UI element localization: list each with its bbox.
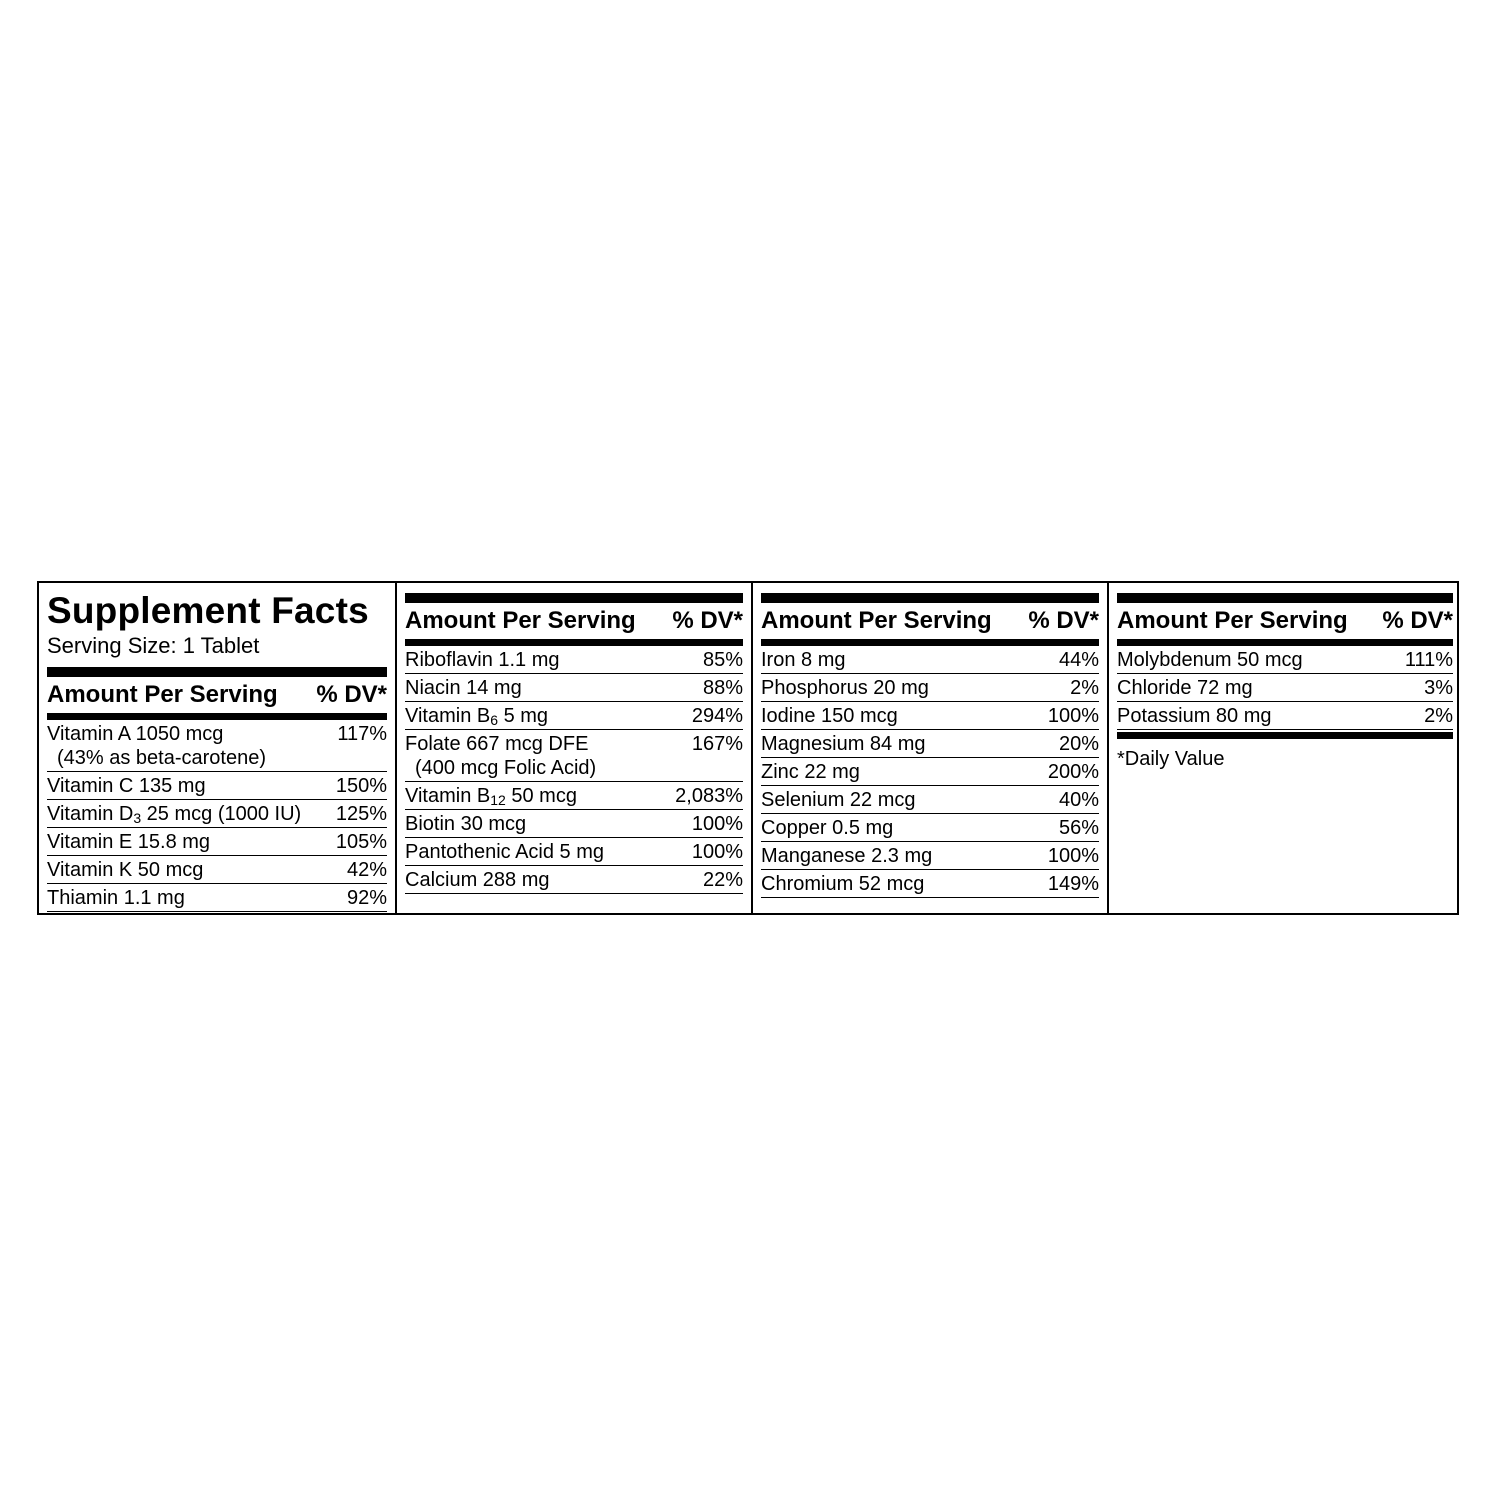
facts-column-1 xyxy=(39,583,395,913)
nutrient-name-subscript: 6 xyxy=(490,712,499,728)
nutrient-name: Riboflavin 1.1 mg xyxy=(405,649,560,671)
nutrient-name-cell xyxy=(47,886,185,910)
nutrient-name-cell xyxy=(761,760,860,784)
nutrient-list xyxy=(47,720,387,912)
nutrient-name: Niacin 14 mg xyxy=(405,677,522,699)
nutrient-name-cell xyxy=(405,840,604,864)
nutrient-name-cell xyxy=(405,676,522,700)
nutrient-name-text: 5 mg xyxy=(498,705,549,727)
nutrient-name: Manganese 2.3 mg xyxy=(761,845,933,867)
nutrient-name: Zinc 22 mg xyxy=(761,761,860,783)
nutrient-name-subscript: 3 xyxy=(133,810,142,826)
column-header xyxy=(761,603,1099,639)
daily-value-percent: 2% xyxy=(1070,677,1099,699)
nutrient-row xyxy=(761,730,1099,758)
column-header xyxy=(405,603,743,639)
nutrient-name: Molybdenum 50 mcg xyxy=(1117,649,1303,671)
nutrient-row xyxy=(1117,674,1453,702)
nutrient-name: Vitamin A 1050 mcg xyxy=(47,723,224,745)
nutrient-row xyxy=(405,730,743,782)
daily-value-percent: 40% xyxy=(1058,789,1099,811)
nutrient-row xyxy=(761,786,1099,814)
daily-value-percent: 167% xyxy=(691,733,743,755)
daily-value-footnote: *Daily Value xyxy=(1117,748,1225,770)
nutrient-name xyxy=(405,704,548,728)
nutrient-name-cell xyxy=(1117,676,1253,700)
nutrient-row xyxy=(1117,646,1453,674)
medium-divider xyxy=(761,639,1099,646)
nutrient-row xyxy=(405,702,743,730)
daily-value-percent: 100% xyxy=(1047,845,1099,867)
nutrient-name: Pantothenic Acid 5 mg xyxy=(405,841,605,863)
nutrient-name-text: Vitamin B xyxy=(405,785,491,807)
daily-value-percent: 294% xyxy=(691,705,743,727)
nutrient-row xyxy=(761,842,1099,870)
daily-value-percent: 85% xyxy=(702,649,743,671)
nutrient-name-cell xyxy=(47,830,210,854)
daily-value-percent: 100% xyxy=(1047,705,1099,727)
nutrient-name-text: Vitamin D xyxy=(47,803,134,825)
nutrient-row xyxy=(47,772,387,800)
nutrient-name-cell xyxy=(761,816,893,840)
nutrient-name: Chromium 52 mcg xyxy=(761,873,925,895)
nutrient-list xyxy=(1117,646,1453,730)
nutrient-name xyxy=(405,784,577,808)
nutrient-row xyxy=(405,674,743,702)
nutrient-name-cell xyxy=(47,858,203,882)
nutrient-name: Folate 667 mcg DFE xyxy=(405,733,589,755)
nutrient-name-cell xyxy=(1117,704,1272,728)
daily-value-percent: 20% xyxy=(1058,733,1099,755)
facts-column-4 xyxy=(1107,583,1461,913)
daily-value-percent: 44% xyxy=(1058,649,1099,671)
header-dv: % DV* xyxy=(316,681,387,708)
nutrient-subnote: (400 mcg Folic Acid) xyxy=(415,757,597,779)
nutrient-row xyxy=(761,758,1099,786)
nutrient-row xyxy=(405,866,743,894)
daily-value-percent: 56% xyxy=(1058,817,1099,839)
daily-value-percent: 2,083% xyxy=(675,785,743,807)
nutrient-list xyxy=(405,646,743,894)
nutrient-name-cell xyxy=(47,802,301,826)
medium-divider xyxy=(47,713,387,720)
nutrient-name: Calcium 288 mg xyxy=(405,869,550,891)
nutrient-name: Thiamin 1.1 mg xyxy=(47,887,185,909)
nutrient-name: Magnesium 84 mg xyxy=(761,733,926,755)
nutrient-row xyxy=(761,674,1099,702)
serving-size: Serving Size: 1 Tablet xyxy=(47,633,260,658)
header-amount: Amount Per Serving xyxy=(1117,607,1348,634)
nutrient-name-cell xyxy=(47,722,266,770)
facts-column-3 xyxy=(751,583,1107,913)
daily-value-percent: 149% xyxy=(1047,873,1099,895)
nutrient-name-text: Vitamin B xyxy=(405,705,491,727)
header-amount: Amount Per Serving xyxy=(761,607,992,634)
nutrient-list xyxy=(761,646,1099,898)
nutrient-name-cell xyxy=(405,868,550,892)
daily-value-percent: 100% xyxy=(691,813,743,835)
nutrient-name-cell xyxy=(761,844,932,868)
thick-divider xyxy=(405,593,743,603)
nutrient-name: Biotin 30 mcg xyxy=(405,813,527,835)
nutrient-row xyxy=(47,720,387,772)
medium-divider xyxy=(1117,732,1453,739)
nutrient-name: Vitamin C 135 mg xyxy=(47,775,206,797)
column-header xyxy=(47,677,387,713)
nutrient-name: Chloride 72 mg xyxy=(1117,677,1253,699)
nutrient-row xyxy=(47,828,387,856)
header-dv: % DV* xyxy=(1028,607,1099,634)
nutrient-name: Potassium 80 mg xyxy=(1117,705,1272,727)
nutrient-name-cell xyxy=(405,812,526,836)
thick-divider xyxy=(47,667,387,677)
nutrient-name xyxy=(47,802,301,826)
nutrient-name-cell xyxy=(761,732,926,756)
daily-value-percent: 111% xyxy=(1404,649,1453,671)
supplement-facts-label xyxy=(37,581,1459,915)
nutrient-row xyxy=(761,646,1099,674)
nutrient-name-cell xyxy=(405,732,596,780)
daily-value-percent: 22% xyxy=(702,869,743,891)
nutrient-name: Vitamin K 50 mcg xyxy=(47,859,204,881)
header-dv: % DV* xyxy=(672,607,743,634)
nutrient-row xyxy=(405,838,743,866)
daily-value-percent: 92% xyxy=(346,887,387,909)
nutrient-name-cell xyxy=(761,872,924,896)
nutrient-name: Iron 8 mg xyxy=(761,649,846,671)
medium-divider xyxy=(1117,639,1453,646)
nutrient-name: Selenium 22 mcg xyxy=(761,789,916,811)
nutrient-name-text: 25 mcg (1000 IU) xyxy=(141,803,302,825)
nutrient-name: Vitamin E 15.8 mg xyxy=(47,831,211,853)
nutrient-name-text: 50 mcg xyxy=(505,785,577,807)
daily-value-percent: 2% xyxy=(1424,705,1453,727)
facts-column-2 xyxy=(395,583,751,913)
daily-value-percent: 125% xyxy=(335,803,387,825)
nutrient-name-subscript: 12 xyxy=(490,792,506,808)
nutrient-name: Copper 0.5 mg xyxy=(761,817,894,839)
nutrient-row xyxy=(761,870,1099,898)
daily-value-percent: 88% xyxy=(702,677,743,699)
nutrient-row xyxy=(761,702,1099,730)
nutrient-row xyxy=(47,884,387,912)
nutrient-name-cell xyxy=(1117,648,1303,672)
nutrient-name-cell xyxy=(405,704,548,728)
nutrient-row xyxy=(1117,702,1453,730)
nutrient-row xyxy=(47,856,387,884)
header-amount: Amount Per Serving xyxy=(47,681,278,708)
daily-value-percent: 3% xyxy=(1424,677,1453,699)
daily-value-percent: 200% xyxy=(1047,761,1099,783)
nutrient-row xyxy=(405,810,743,838)
daily-value-percent: 105% xyxy=(335,831,387,853)
daily-value-percent: 150% xyxy=(335,775,387,797)
nutrient-row xyxy=(761,814,1099,842)
nutrient-name-cell xyxy=(405,784,577,808)
column-header xyxy=(1117,603,1453,639)
nutrient-name-cell xyxy=(761,788,916,812)
thick-divider xyxy=(761,593,1099,603)
label-title: Supplement Facts xyxy=(47,590,369,631)
nutrient-name: Iodine 150 mcg xyxy=(761,705,898,727)
nutrient-name-cell xyxy=(761,704,898,728)
nutrient-subnote: (43% as beta-carotene) xyxy=(57,747,267,769)
nutrient-name: Phosphorus 20 mg xyxy=(761,677,929,699)
nutrient-name-cell xyxy=(47,774,206,798)
nutrient-row xyxy=(405,782,743,810)
daily-value-percent: 100% xyxy=(691,841,743,863)
daily-value-percent: 42% xyxy=(346,859,387,881)
header-dv: % DV* xyxy=(1382,607,1453,634)
nutrient-row xyxy=(405,646,743,674)
daily-value-percent: 117% xyxy=(337,723,387,745)
thick-divider xyxy=(1117,593,1453,603)
header-amount: Amount Per Serving xyxy=(405,607,636,634)
nutrient-name-cell xyxy=(761,648,845,672)
nutrient-name-cell xyxy=(761,676,929,700)
nutrient-name-cell xyxy=(405,648,560,672)
nutrient-row xyxy=(47,800,387,828)
medium-divider xyxy=(405,639,743,646)
